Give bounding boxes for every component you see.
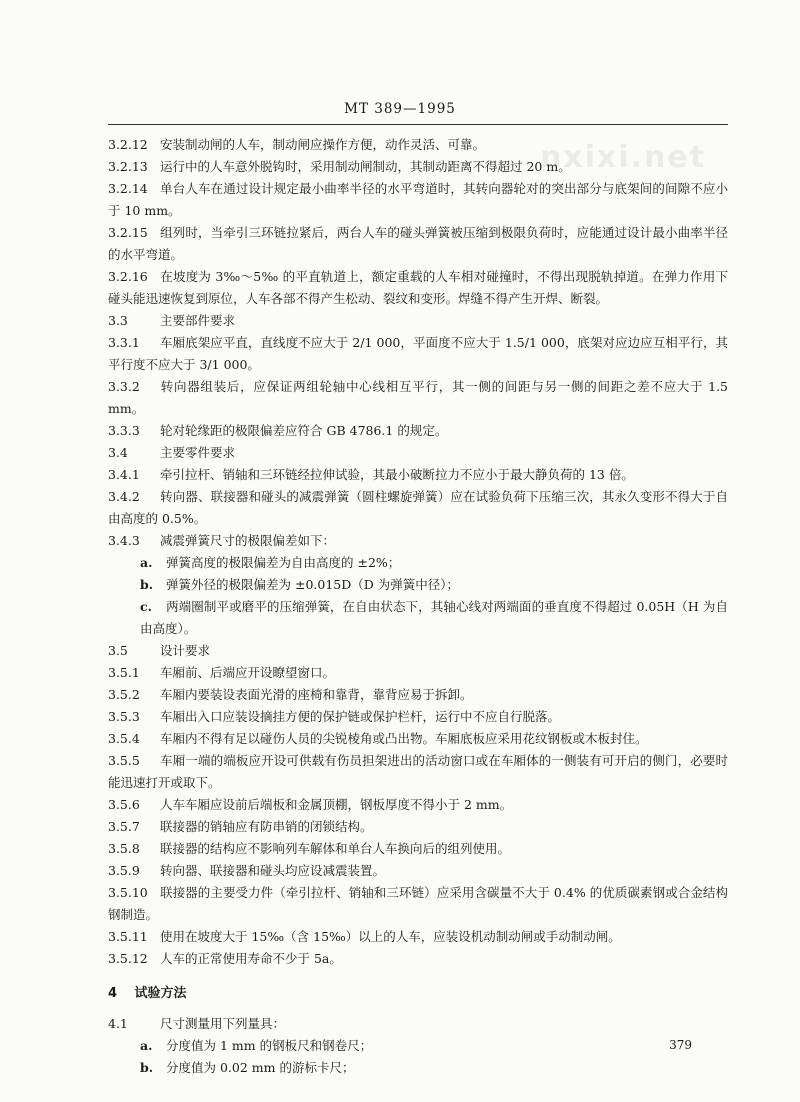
list-item-marker: a. — [140, 1038, 153, 1053]
clause-text: 尺寸测量用下列量具： — [160, 1016, 286, 1031]
clause-text: 在坡度为 3‰～5‰ 的平直轨道上，额定重载的人车相对碰撞时，不得出现脱轨掉道。在弹力作用下碰头能迅速恢复到原位，人车各部不得产生松动、裂纹和变形。焊缝不得产生开焊、断裂。 — [108, 269, 728, 306]
paragraph — [108, 750, 728, 794]
clause-text: 转向器组装后，应保证两组轮轴中心线相互平行，其一侧的间距与另一侧的间距之差不应大于 1.5 mm。 — [108, 379, 728, 416]
list-item-text: 弹簧外径的极限偏差为 ±0.015D（D 为弹簧中径）； — [166, 577, 460, 592]
list-item-text: 弹簧高度的极限偏差为自由高度的 ±2%； — [166, 555, 401, 570]
clause-number: 3.5.8 — [108, 841, 140, 856]
paragraph — [108, 838, 728, 860]
clause-text: 人车的正常使用寿命不少于 5a。 — [160, 951, 342, 966]
paragraph — [108, 178, 728, 222]
list-item-marker: b. — [140, 577, 154, 592]
clause-number: 3.2.12 — [108, 137, 148, 152]
clause-text: 轮对轮缘距的极限偏差应符合 GB 4786.1 的规定。 — [160, 423, 448, 438]
clause-number: 3.5.9 — [108, 863, 140, 878]
clause-number: 3.5.5 — [108, 753, 140, 768]
clause-number: 3.5.12 — [108, 951, 148, 966]
clause-number: 3.5.3 — [108, 709, 140, 724]
list-item — [108, 596, 728, 640]
watermark: nxixi.net — [540, 140, 707, 175]
paragraph — [108, 706, 728, 728]
clause-number: 3.2.13 — [108, 159, 148, 174]
clause-number: 3.5.7 — [108, 819, 140, 834]
clause-number: 3.4.2 — [108, 489, 140, 504]
clause-text: 人车车厢应设前后端板和金属顶棚，钢板厚度不得小于 2 mm。 — [160, 797, 513, 812]
paragraph — [108, 816, 728, 838]
clause-number: 3.5.2 — [108, 687, 140, 702]
clause-text: 车厢底架应平直，直线度不应大于 2/1 000，平面度不应大于 1.5/1 000，底架对应边应互相平行，其平行度不应大于 3/1 000。 — [108, 335, 728, 372]
clause-number: 3.3.1 — [108, 335, 140, 350]
paragraph-group-3-2-to-3-4 — [108, 134, 728, 552]
clause-number: 3.5 — [108, 643, 128, 658]
clause-number: 3.3.3 — [108, 423, 140, 438]
clause-text: 车厢前、后端应开设瞭望窗口。 — [160, 665, 336, 680]
paragraph — [108, 926, 728, 948]
list-item — [108, 552, 728, 574]
list-item-text: 两端圈制平或磨平的压缩弹簧，在自由状态下，其轴心线对两端面的垂直度不得超过 0.05H（H 为自由高度）。 — [140, 599, 728, 636]
clause-number: 3.5.11 — [108, 929, 148, 944]
list-item — [108, 1035, 728, 1057]
clause-number: 3.4 — [108, 445, 128, 460]
clause-number: 3.3.2 — [108, 379, 140, 394]
paragraph — [108, 310, 728, 332]
clause-text: 安装制动闸的人车，制动闸应操作方便，动作灵活、可靠。 — [160, 137, 486, 152]
header-rule — [108, 124, 728, 125]
clause-text: 车厢内要装设表面光滑的座椅和靠背，靠背应易于拆卸。 — [160, 687, 473, 702]
section-number: 4 — [108, 986, 118, 1001]
clause-number: 3.5.6 — [108, 797, 140, 812]
paragraph — [108, 134, 728, 156]
clause-text: 联接器的结构应不影响列车解体和单台人车换向后的组列使用。 — [160, 841, 511, 856]
section-title: 试验方法 — [134, 986, 187, 1001]
clause-number: 3.2.14 — [108, 181, 148, 196]
page-number: 379 — [669, 1038, 692, 1052]
measuring-tools-list — [108, 1035, 728, 1079]
paragraph — [108, 530, 728, 552]
paragraph — [108, 1013, 728, 1035]
paragraph — [108, 860, 728, 882]
clause-text: 组列时，当牵引三环链拉紧后，两台人车的碰头弹簧被压缩到极限负荷时，应能通过设计最小曲率半径的水平弯道。 — [108, 225, 728, 262]
standard-code-header: MT 389—1995 — [344, 101, 456, 117]
list-item-marker: c. — [140, 599, 152, 614]
clause-text: 使用在坡度大于 15‰（含 15‰）以上的人车，应装设机动制动闸或手动制动闸。 — [160, 929, 621, 944]
clause-number: 4.1 — [108, 1016, 128, 1031]
clause-text: 减震弹簧尺寸的极限偏差如下： — [160, 533, 336, 548]
clause-number: 3.5.4 — [108, 731, 140, 746]
paragraph — [108, 464, 728, 486]
clause-text: 运行中的人车意外脱钩时，采用制动闸制动，其制动距离不得超过 20 m。 — [160, 159, 571, 174]
paragraph — [108, 376, 728, 420]
clause-text: 主要部件要求 — [160, 313, 236, 328]
clause-text: 牵引拉杆、销轴和三环链经拉伸试验，其最小破断拉力不应小于最大静负荷的 13 倍。 — [160, 467, 634, 482]
paragraph — [108, 266, 728, 310]
paragraph — [108, 882, 728, 926]
paragraph — [108, 442, 728, 464]
clause-number: 3.5.1 — [108, 665, 140, 680]
clause-text: 设计要求 — [160, 643, 211, 658]
spring-tolerance-list — [108, 552, 728, 640]
paragraph-group-3-5 — [108, 640, 728, 970]
paragraph — [108, 662, 728, 684]
paragraph — [108, 486, 728, 530]
section-heading — [108, 982, 728, 1001]
clause-text: 车厢内不得有足以碰伤人员的尖锐棱角或凸出物。车厢底板应采用花纹钢板或木板封住。 — [160, 731, 648, 746]
clause-number: 3.5.10 — [108, 885, 148, 900]
paragraph — [108, 156, 728, 178]
clause-number: 3.4.1 — [108, 467, 140, 482]
list-item — [108, 1057, 728, 1079]
clause-text: 转向器、联接器和碰头的减震弹簧（圆柱螺旋弹簧）应在试验负荷下压缩三次，其永久变形不得大于自由高度的 0.5%。 — [108, 489, 728, 526]
paragraph — [108, 794, 728, 816]
paragraph — [108, 948, 728, 970]
clause-text: 联接器的销轴应有防串销的闭锁结构。 — [160, 819, 373, 834]
body-text — [108, 134, 728, 1079]
clause-text: 车厢出入口应装设摘挂方便的保护链或保护栏杆，运行中不应自行脱落。 — [160, 709, 561, 724]
paragraph — [108, 222, 728, 266]
clause-number: 3.3 — [108, 313, 128, 328]
list-item-text: 分度值为 0.02 mm 的游标卡尺； — [166, 1060, 355, 1075]
clause-text: 联接器的主要受力件（牵引拉杆、销轴和三环链）应采用含碳量不大于 0.4% 的优质碳素钢或合金结构钢制造。 — [108, 885, 728, 922]
paragraph — [108, 420, 728, 442]
list-item — [108, 574, 728, 596]
list-item-marker: a. — [140, 555, 153, 570]
clause-number: 3.2.16 — [108, 269, 148, 284]
clause-text: 车厢一端的端板应开设可供载有伤员担架进出的活动窗口或在车厢体的一侧装有可开启的侧门，必要时能迅速打开或取下。 — [108, 753, 728, 790]
clause-number: 3.2.15 — [108, 225, 148, 240]
paragraph — [108, 684, 728, 706]
clause-text: 单台人车在通过设计规定最小曲率半径的水平弯道时，其转向器轮对的突出部分与底架间的间隙不应小于 10 mm。 — [108, 181, 728, 218]
clause-text: 转向器、联接器和碰头均应设减震装置。 — [160, 863, 386, 878]
paragraph — [108, 728, 728, 750]
clause-number: 3.4.3 — [108, 533, 140, 548]
list-item-marker: b. — [140, 1060, 154, 1075]
list-item-text: 分度值为 1 mm 的钢板尺和钢卷尺； — [166, 1038, 373, 1053]
clause-text: 主要零件要求 — [160, 445, 236, 460]
paragraph — [108, 640, 728, 662]
paragraph — [108, 332, 728, 376]
